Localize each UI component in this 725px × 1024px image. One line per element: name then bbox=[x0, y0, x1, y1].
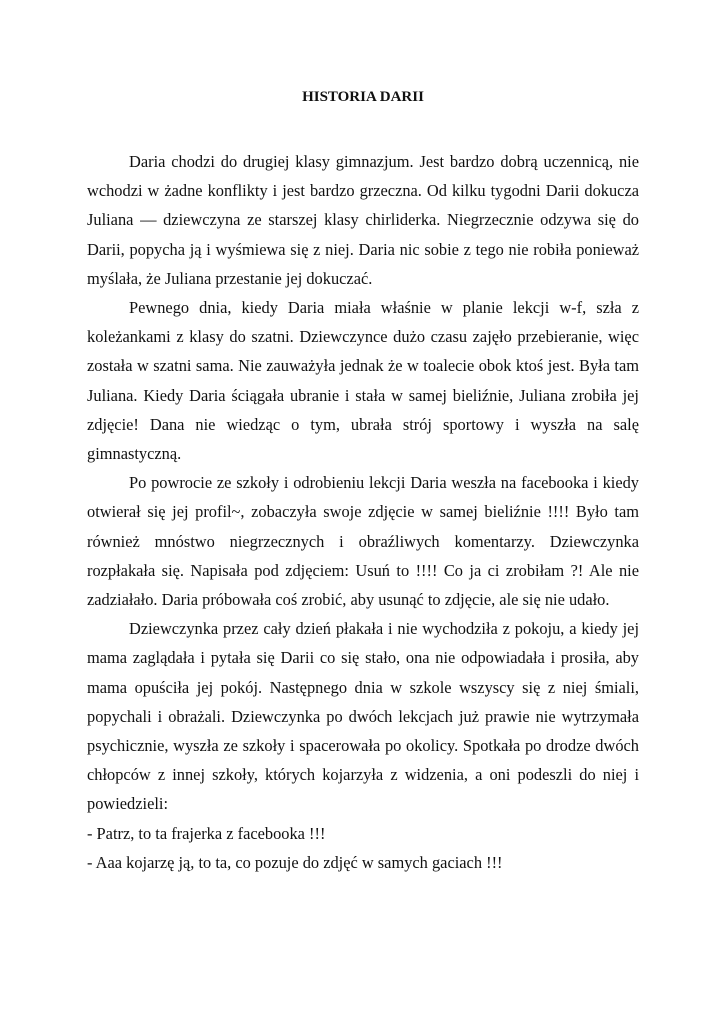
paragraph-1: Daria chodzi do drugiej klasy gimnazjum. Jest bardzo dobrą uczennicą, nie wchodzi w żadne konflikty i jest bardzo grzeczna. Od kilku tygodni Darii dokucza Juliana — dziewczyna ze starszej klasy chirliderka. Niegrzecznie odzywa się do Darii, popycha ją i wyśmiewa się z niej. Daria nic sobie z tego nie robiła ponieważ myślała, że Juliana przestanie jej dokuczać. bbox=[87, 152, 639, 288]
dialogue-line-2: - Aaa kojarzę ją, to ta, co pozuje do zdjęć w samych gaciach !!! bbox=[87, 852, 503, 872]
document-title: HISTORIA DARII bbox=[302, 89, 424, 105]
document-page bbox=[87, 83, 639, 877]
paragraph-3: Po powrocie ze szkoły i odrobieniu lekcji Daria weszła na facebooka i kiedy otwierał się jej profil~, zobaczyła swoje zdjęcie w samej bieliźnie !!!! Było tam również mnóstwo niegrzecznych i obraźliwych komentarzy. Dziewczynka rozpłakała się. Napisała pod zdjęciem: Usuń to !!!! Co ja ci zrobiłam ?! Ale nie zadziałało. Daria próbowała coś zrobić, aby usunąć to zdjęcie, ale się nie udało. bbox=[87, 473, 639, 610]
dialogue-line-1: - Patrz, to ta frajerka z facebooka !!! bbox=[87, 823, 326, 843]
paragraph-2: Pewnego dnia, kiedy Daria miała właśnie w planie lekcji w-f, szła z koleżankami z klasy do szatni. Dziewczynce dużo czasu zajęło przebieranie, więc została w szatni sama. Nie zauważyła jednak że w toalecie obok ktoś jest. Była tam Juliana. Kiedy Daria ściągała ubranie i stała w samej bieliźnie, Juliana zrobiła jej zdjęcie! Dana nie wiedząc o tym, ubrała strój sportowy i wyszła na salę gimnastyczną. bbox=[87, 298, 639, 464]
paragraph-4: Dziewczynka przez cały dzień płakała i nie wychodziła z pokoju, a kiedy jej mama zaglądała i pytała się Darii co się stało, ona nie odpowiadała i prosiła, aby mama opuściła jej pokój. Następnego dnia w szkole wszyscy się z niej śmiali, popychali i obrażali. Dziewczynka po dwóch lekcjach już prawie nie wytrzymała psychicznie, wyszła ze szkoły i spacerowała po okolicy. Spotkała po drodze dwóch chłopców z innej szkoły, których kojarzyła z widzenia, a oni podeszli do niej i powiedzieli: bbox=[87, 619, 639, 814]
